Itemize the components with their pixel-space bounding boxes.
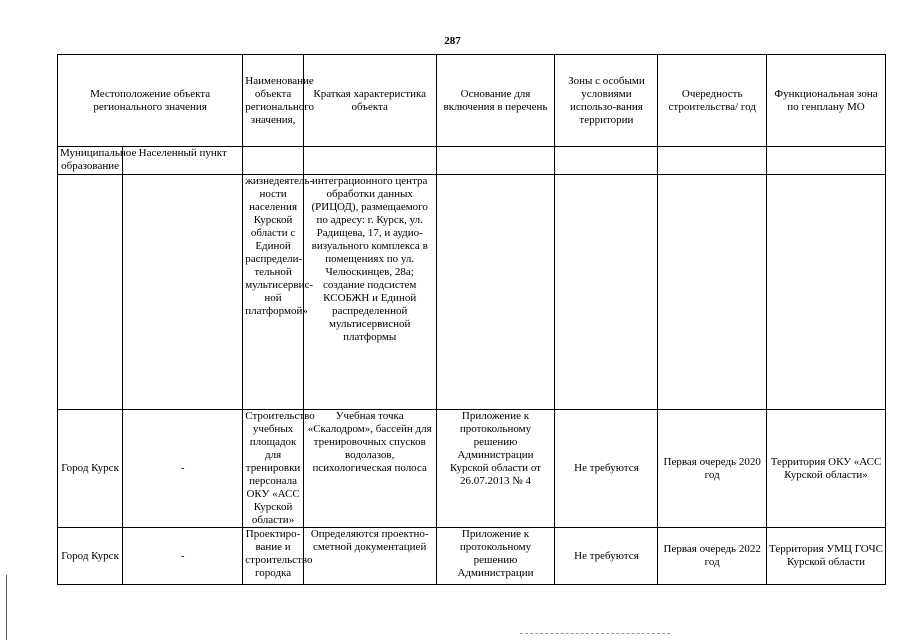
table-row bbox=[58, 410, 886, 528]
cell-settlement: - bbox=[123, 410, 243, 528]
cell-order bbox=[658, 175, 767, 410]
cell-basis: Приложение к протокольному решению Администрации bbox=[436, 528, 555, 585]
header-location: Местоположение объекта регионального значения bbox=[58, 55, 243, 147]
subheader-empty-cell bbox=[658, 147, 767, 175]
subheader-empty-cell bbox=[555, 147, 658, 175]
objects-table bbox=[57, 54, 886, 585]
cell-object-name: Строительство учебных площадок для тренировки персонала ОКУ «АСС Курской области» bbox=[243, 410, 304, 528]
cell-basis bbox=[436, 175, 555, 410]
table-row bbox=[58, 175, 886, 410]
cell-zones bbox=[555, 175, 658, 410]
cell-municipality bbox=[58, 175, 123, 410]
header-order: Очередность строительства/ год bbox=[658, 55, 767, 147]
cell-object-name: жизнедеятель-ности населения Курской области с Единой распредели-тельной мультисервис-ной платформой» bbox=[243, 175, 304, 410]
header-settlement: Населенный пункт bbox=[123, 147, 243, 175]
cell-object-name: Проектиро-вание и строительство городка bbox=[243, 528, 304, 585]
scan-edge-mark bbox=[6, 575, 7, 640]
subheader-empty-cell bbox=[767, 147, 886, 175]
cell-functional-zone: Территория УМЦ ГОЧС Курской области bbox=[767, 528, 886, 585]
header-zones: Зоны с особыми условиями использо-вания территории bbox=[555, 55, 658, 147]
cell-settlement: - bbox=[123, 528, 243, 585]
header-row bbox=[58, 55, 886, 147]
cell-characteristic: Учебная точка «Скалодром», бассейн для тренировочных спусков водолазов, психологическая полоса bbox=[303, 410, 436, 528]
cell-order: Первая очередь 2022 год bbox=[658, 528, 767, 585]
header-name: Наименование объекта регионального значения, bbox=[243, 55, 304, 147]
cell-characteristic: интеграционного центра обработки данных (РИЦОД), размещаемого по адресу: г. Курск, ул. Радищева, 17, и аудио-визуального комплекса в помещениях по ул. Челюскинцев, 28а; создание подсистем КСОБЖН и Единой распределенной мультисервисной платформы bbox=[303, 175, 436, 410]
cell-functional-zone bbox=[767, 175, 886, 410]
scan-bottom-mark bbox=[520, 633, 670, 635]
cell-settlement bbox=[123, 175, 243, 410]
cell-order: Первая очередь 2020 год bbox=[658, 410, 767, 528]
header-functional-zone: Функциональная зона по генплану МО bbox=[767, 55, 886, 147]
cell-characteristic: Определяются проектно-сметной документацией bbox=[303, 528, 436, 585]
cell-functional-zone: Территория ОКУ «АСС Курской области» bbox=[767, 410, 886, 528]
subheader-empty-cell bbox=[303, 147, 436, 175]
cell-basis: Приложение к протокольному решению Администрации Курской области от 26.07.2013 № 4 bbox=[436, 410, 555, 528]
table-row bbox=[58, 528, 886, 585]
subheader-row bbox=[58, 147, 886, 175]
cell-zones: Не требуются bbox=[555, 528, 658, 585]
subheader-empty-cell bbox=[243, 147, 304, 175]
header-basis: Основание для включения в перечень bbox=[436, 55, 555, 147]
cell-municipality: Город Курск bbox=[58, 528, 123, 585]
header-municipality: Муниципальное образование bbox=[58, 147, 123, 175]
header-characteristic: Краткая характеристика объекта bbox=[303, 55, 436, 147]
subheader-empty-cell bbox=[436, 147, 555, 175]
page-number: 287 bbox=[444, 35, 461, 47]
cell-zones: Не требуются bbox=[555, 410, 658, 528]
cell-municipality: Город Курск bbox=[58, 410, 123, 528]
